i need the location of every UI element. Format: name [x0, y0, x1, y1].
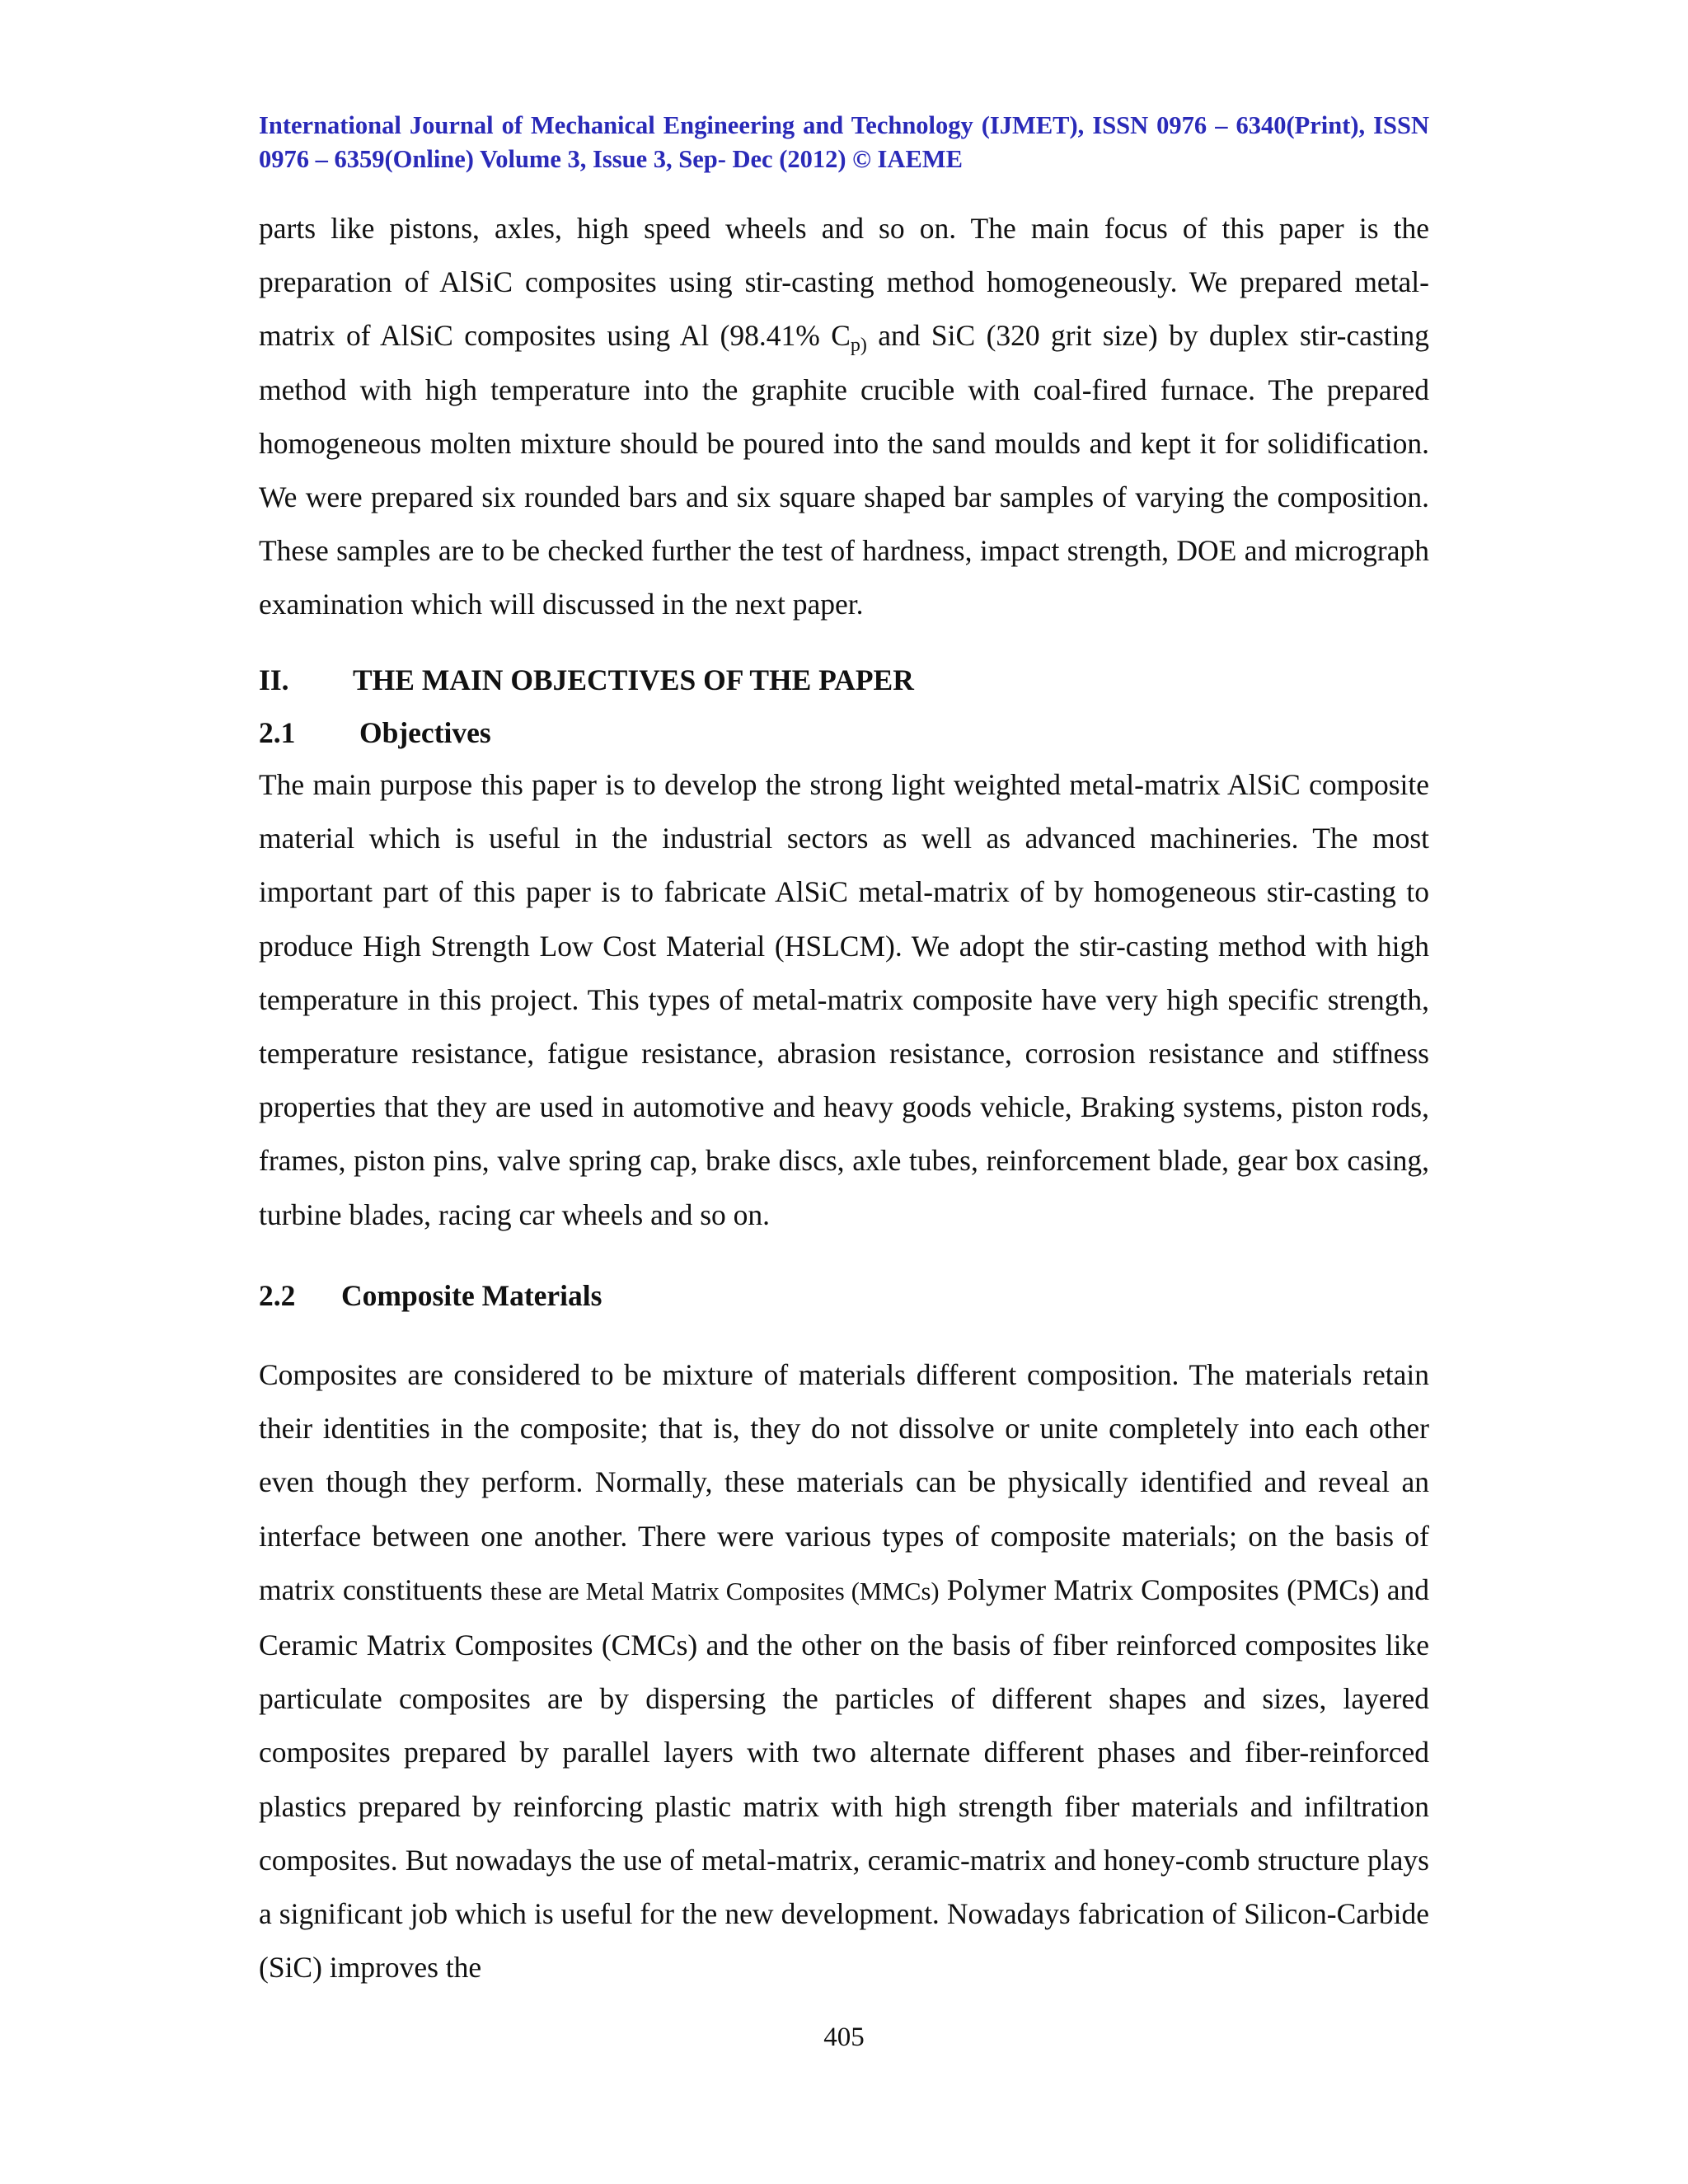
- composite-text-small: these are Metal Matrix Composites (MMCs): [490, 1577, 940, 1605]
- subsection-heading-2-2: [259, 1277, 602, 1314]
- intro-text-b: and SiC (320 grit size) by duplex stir-casting method with high temperature into the graphite crucible with coal-fired furnace. The prepared homogeneous molten mixture should be poured into the sand moulds and kept it for solidification. We were prepared six rounded bars and six square shaped bar samples of varying the composition. These samples are to be checked further the test of hardness, impact strength, DOE and micrograph examination which will discussed in the next paper.: [259, 319, 1430, 621]
- section-number: II.: [259, 663, 289, 696]
- subsection-title: Objectives: [359, 716, 491, 749]
- journal-citation-header: International Journal of Mechanical Engineering and Technology (IJMET), ISSN 0976 – 6340(Print), ISSN 0976 – 6359(Online) Volume 3, Issue 3, Sep- Dec (2012) © IAEME: [259, 111, 1429, 173]
- intro-subscript: p): [850, 335, 867, 357]
- subsection-title: Composite Materials: [341, 1279, 603, 1312]
- objectives-paragraph: The main purpose this paper is to develop the strong light weighted metal-matrix AlSiC composite material which is useful in the industrial sectors as well as advanced machineries. The most important part of this paper is to fabricate AlSiC metal-matrix of by homogeneous stir-casting to produce High Strength Low Cost Material (HSLCM). We adopt the stir-casting method with high temperature in this project. This types of metal-matrix composite have very high specific strength, temperature resistance, fatigue resistance, abrasion resistance, corrosion resistance and stiffness properties that they are used in automotive and heavy goods vehicle, Braking systems, piston rods, frames, piston pins, valve spring cap, brake discs, axle tubes, reinforcement blade, gear box casing, turbine blades, racing car wheels and so on.: [259, 768, 1429, 1231]
- subsection-heading-2-1: [259, 715, 491, 751]
- composite-text-a: Composites are considered to be mixture of materials different composition. The materials retain their identities in the composite; that is, they do not dissolve or unite completely into each other even though they perform. Normally, these materials can be physically identified and reveal an interface between one another. There were various types of composite materials; on the basis of matrix constituents: [259, 1358, 1429, 1606]
- subsection-number: 2.1: [259, 716, 296, 749]
- page-number: 405: [823, 2022, 865, 2052]
- composite-text-b: Polymer Matrix Composites (PMCs) and Ceramic Matrix Composites (CMCs) and the other on the basis of fiber reinforced composites like particulate composites are by dispersing the particles of different shapes and sizes, layered composites prepared by parallel layers with two alternate different phases and fiber-reinforced plastics prepared by reinforcing plastic matrix with high strength fiber materials and infiltration composites. But nowadays the use of metal-matrix, ceramic-matrix and honey-comb structure plays a significant job which is useful for the new development. Nowadays fabrication of Silicon-Carbide (SiC) improves the: [259, 1572, 1430, 1985]
- subsection-number: 2.2: [259, 1279, 296, 1312]
- composite-materials-paragraph: [259, 1348, 1429, 1994]
- intro-paragraph: [259, 202, 1429, 632]
- intro-text-a: parts like pistons, axles, high speed wheels and so on. The main focus of this paper is the preparation of AlSiC composites using stir-casting method homogeneously. We prepared metal-matrix of AlSiC composites using Al (98.41% C: [259, 212, 1429, 353]
- section-heading-2: [259, 662, 914, 698]
- section-title: THE MAIN OBJECTIVES OF THE PAPER: [353, 663, 914, 696]
